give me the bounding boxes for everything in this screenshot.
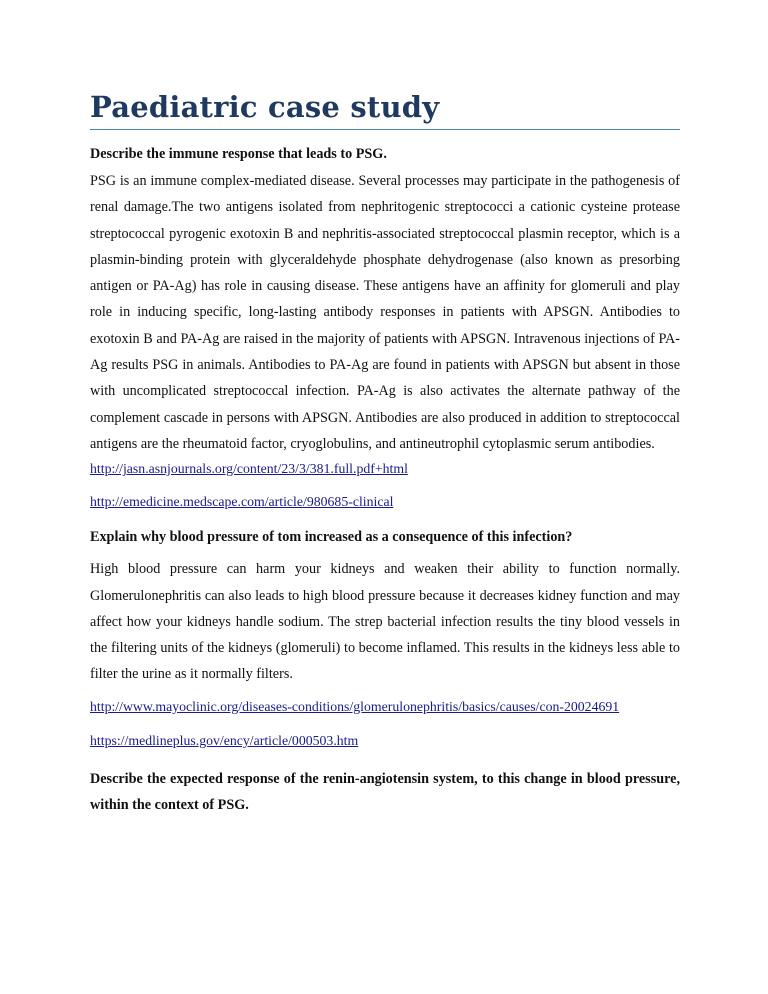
document-page — [90, 88, 680, 818]
question-1-answer: PSG is an immune complex-mediated disease. Several processes may participate in the pathogenesis of renal damage.The two antigens isolated from nephritogenic streptococci a cationic cysteine protease streptococcal pyrogenic exotoxin B and nephritis-associated streptococcal plasmin receptor, which is a plasmin-binding protein with glyceraldehyde phosphate dehydrogenase (also known as presorbing antigen or PA-Ag) has role in causing disease. These antigens have an affinity for glomeruli and play role in inducing specific, long-lasting antibody responses in patients with APSGN. Antibodies to exotoxin B and PA-Ag are raised in the majority of patients with APSGN. Intravenous injections of PA-Ag results PSG in animals. Antibodies to PA-Ag are found in patients with APSGN but absent in those with uncomplicated streptococcal infection. PA-Ag is also activates the alternate pathway of the complement cascade in persons with APSGN. Antibodies are also produced in addition to streptococcal antigens are the rheumatoid factor, cryoglobulins, and antineutrophil cytoplasmic serum antibodies. — [90, 173, 680, 452]
question-3-heading: Describe the expected response of the renin-angiotensin system, to this change in blood pressure, within the context of PSG. — [90, 770, 680, 814]
page-title: Paediatric case study — [90, 88, 680, 130]
question-1-heading: Describe the immune response that leads to PSG. — [90, 146, 387, 162]
reference-link-jasn[interactable]: http://jasn.asnjournals.org/content/23/3/381.full.pdf+html — [90, 461, 408, 477]
question-2-answer: High blood pressure can harm your kidneys and weaken their ability to function normally. Glomerulonephritis can also leads to high blood pressure because it decreases kidney function and may affect how your kidneys handle sodium. The strep bacterial infection results the tiny blood vessels in the filtering units of the kidneys (glomeruli) to become inflamed. This results in the kidneys less able to filter the urine as it normally filters. — [90, 561, 680, 683]
question-2-heading: Explain why blood pressure of tom increased as a consequence of this infection? — [90, 529, 573, 546]
reference-link-mayoclinic[interactable]: http://www.mayoclinic.org/diseases-conditions/glomerulonephritis/basics/causes/con-20024691 — [90, 698, 620, 714]
reference-link-medscape[interactable]: http://emedicine.medscape.com/article/980685-clinical — [90, 494, 394, 510]
reference-link-medlineplus[interactable]: https://medlineplus.gov/ency/article/000503.htm — [90, 732, 359, 748]
